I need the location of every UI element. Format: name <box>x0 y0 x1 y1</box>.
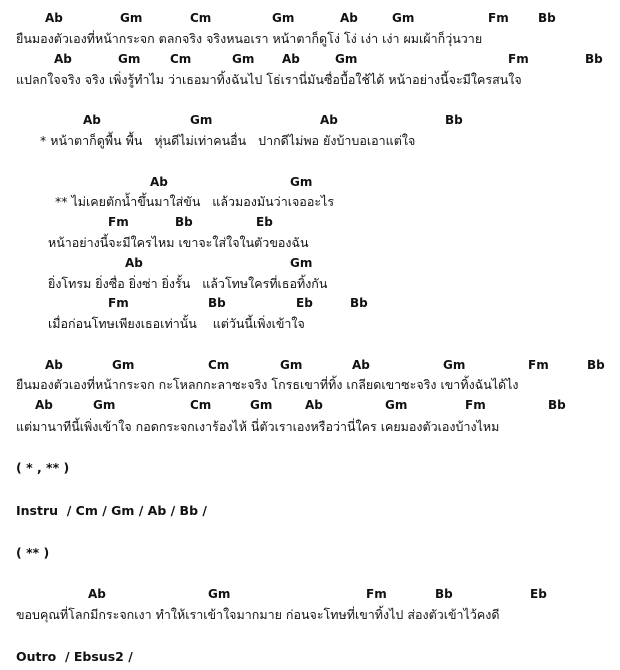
chord: Bb <box>350 296 368 310</box>
chord: Gm <box>208 587 231 601</box>
chord: Gm <box>290 175 313 189</box>
chord: Gm <box>232 52 255 66</box>
instrumental-line: Instru / Cm / Gm / Ab / Bb / <box>16 503 207 518</box>
chord: Ab <box>35 398 53 412</box>
lyric-line: ยืนมองตัวเองที่หน้ากระจก ตลกจริง จริงหนอเรา หน้าตาก็ดูโง่ โง่ เง่า เง่า ผมเผ้าก็วุ่นวาย <box>16 31 483 46</box>
chord: Bb <box>538 11 556 25</box>
repeat-marker: ( * , ** ) <box>16 460 70 475</box>
chord: Gm <box>112 358 135 372</box>
chord: Cm <box>190 398 212 412</box>
chord: Ab <box>352 358 370 372</box>
lyric-line: ขอบคุณที่โลกมีกระจกเงา ทำให้เราเข้าใจมากมาย ก่อนจะโทษที่เขาทิ้งไป ส่องตัวเข้าไว้คงดี <box>16 607 500 622</box>
chord: Bb <box>208 296 226 310</box>
lyric-line: เมื่อก่อนโทษเพียงเธอเท่านั้น แต่วันนี้เพิ่งเข้าใจ <box>48 316 305 331</box>
chord: Gm <box>250 398 273 412</box>
chord: Ab <box>150 175 168 189</box>
chord: Ab <box>54 52 72 66</box>
chord: Eb <box>256 215 273 229</box>
lyric-line: หน้าอย่างนี้จะมีใครไหม เขาจะใส่ใจในตัวของฉัน <box>48 235 309 250</box>
chord: Fm <box>465 398 486 412</box>
chord: Fm <box>108 296 129 310</box>
chord: Gm <box>272 11 295 25</box>
chord: Bb <box>175 215 193 229</box>
chord: Eb <box>296 296 313 310</box>
chord: Cm <box>170 52 192 66</box>
chord: Fm <box>108 215 129 229</box>
chord: Gm <box>120 11 143 25</box>
chord: Fm <box>488 11 509 25</box>
chord: Bb <box>548 398 566 412</box>
chord: Ab <box>45 358 63 372</box>
lyric-line: ยิ่งโทรม ยิ่งซื่อ ยิ่งซ่า ยิ่งรั้น แล้วโทษใครที่เธอทิ้งกัน <box>48 276 328 291</box>
chord: Ab <box>305 398 323 412</box>
chord: Fm <box>528 358 549 372</box>
chord: Cm <box>190 11 212 25</box>
chord: Gm <box>280 358 303 372</box>
chord: Fm <box>366 587 387 601</box>
lyric-line: ** ไม่เคยตักน้ำขึ้นมาใส่ขัน แล้วมองมันว่าเจออะไร <box>55 194 335 209</box>
chord: Cm <box>208 358 230 372</box>
lyric-line: * หน้าตาก็ดูพื้น พื้น หุ่นดีไม่เท่าคนอื่น ปากดีไม่พอ ยังบ้าบอเอาแต่ใจ <box>40 133 416 148</box>
chord: Gm <box>118 52 141 66</box>
chord: Ab <box>320 113 338 127</box>
repeat-marker: ( ** ) <box>16 545 50 560</box>
chord: Gm <box>93 398 116 412</box>
chord: Bb <box>445 113 463 127</box>
chord: Gm <box>290 256 313 270</box>
chord: Ab <box>88 587 106 601</box>
lyric-line: ยืนมองตัวเองที่หน้ากระจก กะโหลกกะลาซะจริง โกรธเขาที่ทิ้ง เกลียดเขาซะจริง เขาทิ้งฉันได้ไง <box>16 377 519 392</box>
chord: Bb <box>435 587 453 601</box>
chord: Gm <box>392 11 415 25</box>
chord: Ab <box>125 256 143 270</box>
chord: Ab <box>282 52 300 66</box>
chord: Ab <box>45 11 63 25</box>
chord: Gm <box>443 358 466 372</box>
chord: Bb <box>587 358 605 372</box>
lyric-line: แต่มานาทีนี้เพิ่งเข้าใจ กอดกระจกเงาร้องไห้ นี่ตัวเราเองหรือว่านี่ใคร เคยมองตัวเองบ้างไหม <box>16 419 500 434</box>
chord: Gm <box>385 398 408 412</box>
chord: Fm <box>508 52 529 66</box>
chord: Ab <box>83 113 101 127</box>
outro-line: Outro / Ebsus2 / <box>16 649 133 664</box>
chord: Gm <box>335 52 358 66</box>
chord: Eb <box>530 587 547 601</box>
lyric-line: แปลกใจจริง จริง เพิ่งรู้ทำไม ว่าเธอมาทิ้งฉันไป โธ่เรานี่มันซื่อบื้อใช้ได้ หน้าอย่างนี้จะมีใครสนใจ <box>16 72 522 87</box>
chord: Gm <box>190 113 213 127</box>
chord: Bb <box>585 52 603 66</box>
chord: Ab <box>340 11 358 25</box>
